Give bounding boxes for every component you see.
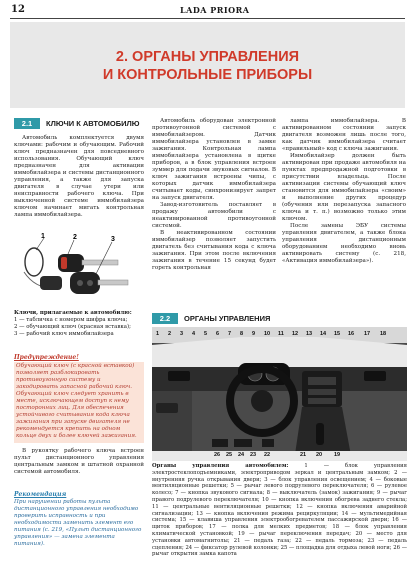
callout-number: 9 [252,331,256,337]
keys-intro-text: Автомобиль комплектуется двумя ключами: рабочим и обучающим. Рабочий ключ предназначен для повседневного использования. Обучающий ключ предназначен для активации иммобилайзера и системы дистанционного управления, а также для запуска двигателя в случае утери или неисправности рабочего ключа. При выключенной системе иммобилайзера ключом начинает мигать контрольная лампа иммобилайзера. [14,135,144,218]
callout-number: 20 [316,452,323,458]
dashboard-drawing [152,327,407,461]
callout-number: 13 [306,331,313,337]
section-title: ОРГАНЫ УПРАВЛЕНИЯ [184,314,271,323]
keys-caption-item: 3 — рабочий ключ иммобилайзера [14,331,114,337]
key-ring-icon [25,248,43,276]
chapter-title-band [10,22,405,108]
callout-number: 10 [264,331,271,337]
warning-heading: Предупреждение! [14,354,79,361]
callout-number: 18 [380,331,387,337]
fig-label-2: 2 [73,234,77,241]
callout-number: 12 [292,331,299,337]
activation-text: лампа иммобилайзера. В активированном состоянии запуск двигателя возможен лишь после того, как датчик иммобилайзера считает «правильный» код с ключа зажигания. Иммобилайзер должен быть активирован при продаже автомобиля на пунктах предпродажной подготовки в присутствии владельца. После активизации системы обучающий ключ становится для иммобилайзера «своим» и выполнение других процедур (обучения или перезапуска запасного ключа и т. п.) возможно только этим ключом. После замены ЭБУ системы управления двигателем, а также блока управления дистанционным оборудованием необходимо вновь активировать систему (с. 218, «Активация иммобилайзера»). [282,118,406,264]
controls-caption-title: Органы управления автомобилем: [152,463,289,469]
controls-caption-text: 1 — блок управления электростеклоподъемниками, электроприводом зеркал и центральным замком; 2 — внутренняя ручка открывания двери; 3 — блок управления освещением; 4 — боковые вентиляционные решетки; 5 — рычаг левого подрулевого переключателя; 6 — рулевое колесо; 7 — кнопка звукового сигнала; 8 — выключатель (замок) зажигания; 9 — рычаг правого подрулевого переключателя; 10 — кнопка включения обогрева заднего стекла; 11 — центральные вентиляционные решетки; 12 — кнопка включения аварийной сигнализации; 13 — кнопка включения режима рециркуляции; 14 — мультимедийная система; 15 — клавиша управления электрообогревателем пассажирской двери; 16 — щиток приборов; 17 — полка для мелких предметов; 18 — блок управления климатической установкой; 19 — рычаг переключения передач; 20 — место для установки автомагнитолы; 21 — педаль газа; 22 — педаль тормоза; 23 — педаль сцепления; 24 — фиксатор рулевой колонки; 25 — площадка для отдыха левой ноги; 26 — рычаг открытия замка капота [152,463,407,558]
callout-number: 17 [364,331,371,337]
gear-lever-icon [316,423,324,445]
working-key-icon [70,272,100,294]
immobilizer-text: Автомобиль оборудован электронной противоугонной системой с иммобилайзером. Датчик иммобилайзера установлен в замке зажигания. Контрольная лампа иммобилайзера установлена в щитке приборов, а в блок управления встроен зуммер для подачи звуковых сигналов. В ключ зажигания встроены чипы, с которых датчик иммобилайзера считывает коды, синхронизирует запрет на запуск двигателя. Завод-изготовитель поставляет в продажу автомобили с неактивированной противоугонной системой. В неактивированном состоянии иммобилайзер позволяет запустить двигатель без считывания кода с ключа зажигания. При этом после включения зажигания в течение 15 секунд будет гореть контрольная [152,118,276,271]
callout-number: 25 [226,452,233,458]
callout-number: 4 [192,331,196,337]
keys-caption-title: Ключи, прилагаемые к автомобилю: [14,310,132,316]
section-heading-controls [152,313,270,325]
section-number: 2.2 [152,313,178,324]
callout-number: 3 [180,331,184,337]
page-number: 12 [11,4,25,15]
callout-number: 22 [264,452,271,458]
callout-number: 1 [156,331,160,337]
callout-number: 6 [216,331,220,337]
running-head: LADA PRIORA [180,5,250,15]
fig-label-1: 1 [41,233,45,240]
recommendation-heading: Рекомендация [14,491,67,498]
callout-number: 14 [320,331,327,337]
header-rule [10,18,405,19]
chapter-title-line2: И КОНТРОЛЬНЫЕ ПРИБОРЫ [102,67,313,83]
section-number: 2.1 [14,118,40,129]
callout-number: 5 [204,331,208,337]
chapter-title [10,48,405,84]
recommendation-text: При нарушении работы пульта дистанционного управления необходимо проверить исправность и при необходимости заменить элемент его питания (с. 219, «Пульт дистанционного управления» — замена элемента питания). [14,499,142,547]
code-tag-icon [40,276,62,290]
section-heading-keys [14,118,140,130]
callout-number: 23 [250,452,257,458]
chapter-title-line1: 2. ОРГАНЫ УПРАВЛЕНИЯ [115,49,300,65]
callout-number: 24 [238,452,245,458]
callout-number: 7 [228,331,232,337]
callout-number: 16 [348,331,355,337]
callout-number: 2 [168,331,172,337]
callout-number: 11 [278,331,284,337]
keys-caption [14,310,144,338]
keys-caption-item: 2 — обучающий ключ (красная вставка); [14,324,131,330]
callout-number: 15 [334,331,341,337]
section-title: КЛЮЧИ К АВТОМОБИЛЮ [46,119,140,128]
callout-number: 8 [240,331,244,337]
keys-illustration [14,232,134,304]
page-header [0,0,413,22]
fig-label-3: 3 [111,236,115,243]
remote-control-text: В рукоятку рабочего ключа встроен пульт дистанционного управления центральным замком и штатной охранной системой автомобиля. [14,448,144,475]
callout-number: 21 [300,452,307,458]
warning-text: Обучающий ключ (с красной вставкой) позволяет разблокировать противоугонную систему и закодировать запасной рабочий ключ. Обучающий ключ следует хранить в месте, исключающем доступ к нему посторонних лиц. Для обеспечения устойчивого считывания кода ключа зажигания при запуске двигателя не рекомендуется крепить на одном кольце двух и более ключей зажигания. [16,363,137,439]
callout-numbers-bottom [152,451,407,461]
dashboard-photo [152,327,407,461]
callout-number: 19 [334,452,341,458]
controls-caption [152,463,407,558]
keys-caption-item: 1 — табличка с номером шифра ключа; [14,317,128,323]
callout-number: 26 [214,452,221,458]
